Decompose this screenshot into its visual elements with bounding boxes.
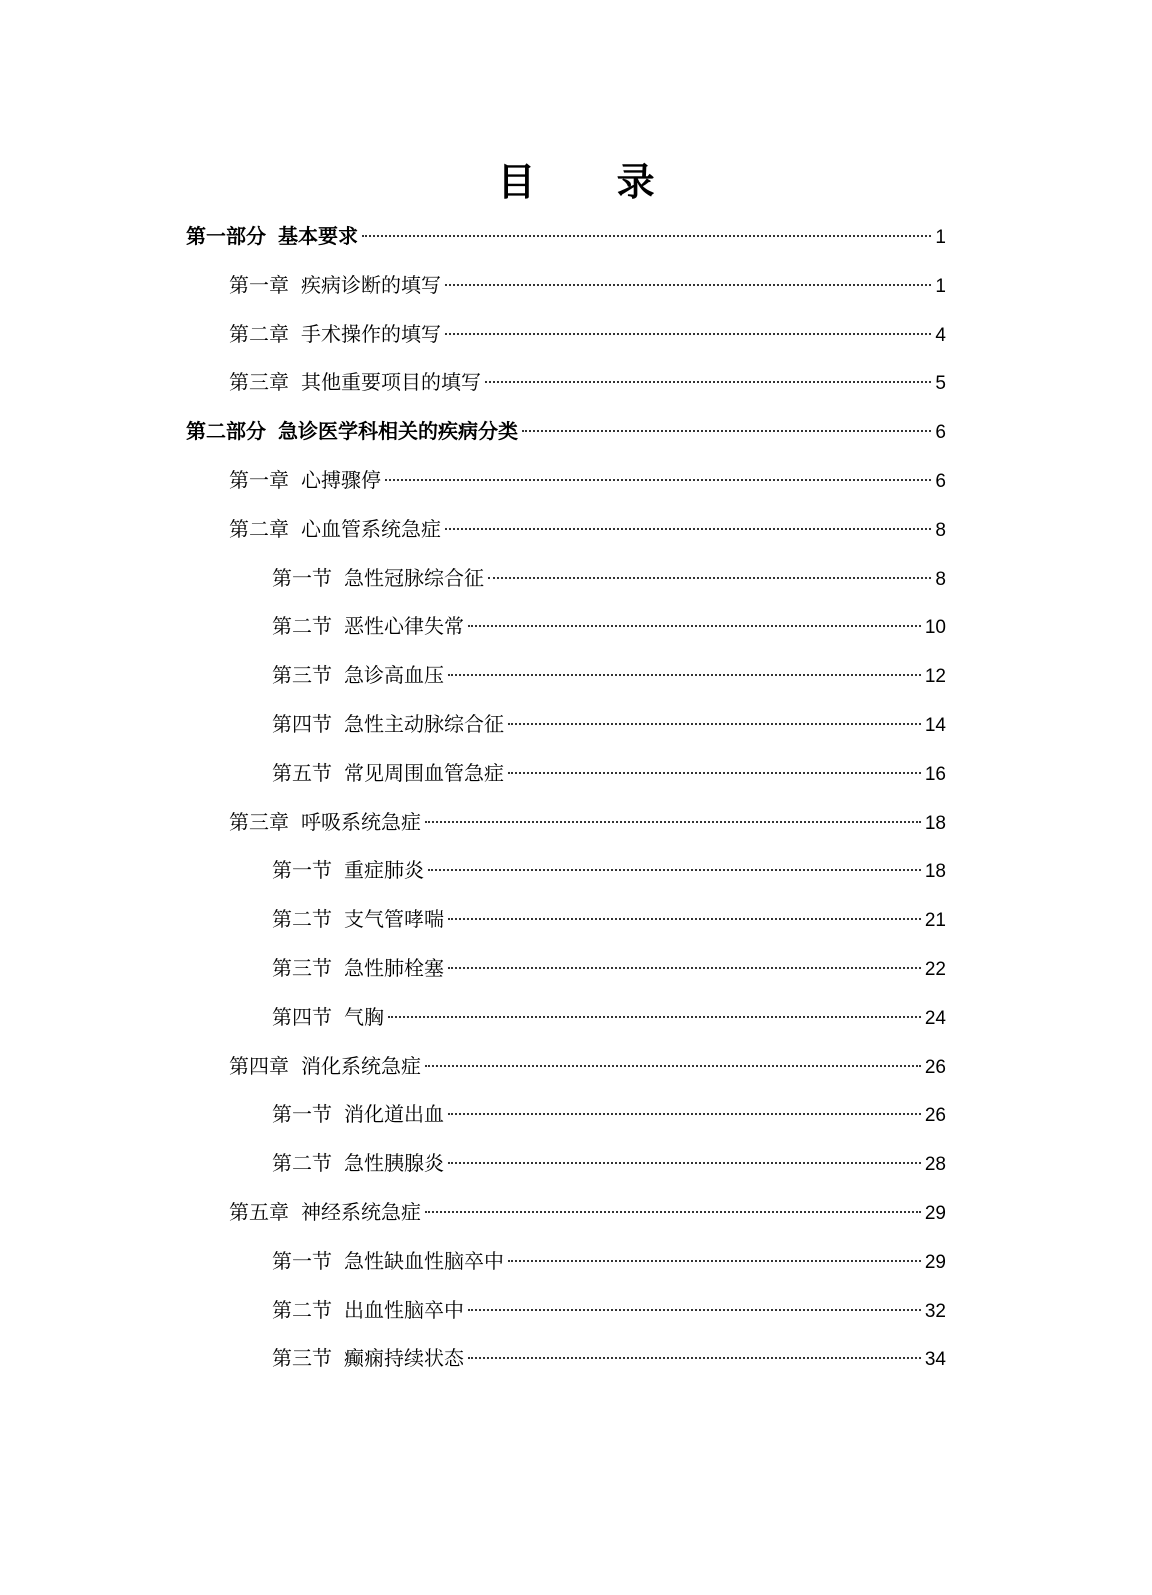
toc-entry-label (186, 216, 358, 256)
toc-page-number: 1 (935, 275, 946, 297)
toc-entry-label (229, 362, 481, 402)
toc-entry-number: 第四节 (272, 1004, 332, 1029)
toc-entry-number: 第二节 (272, 907, 332, 932)
toc-entry-number: 第三章 (229, 809, 289, 834)
toc-page-number: 8 (935, 568, 946, 590)
toc-entry-text: 急性肺栓塞 (344, 956, 444, 980)
toc-entry-label (272, 1338, 464, 1378)
toc-entry-text: 气胸 (344, 1004, 384, 1029)
toc-page-number: 10 (924, 617, 946, 639)
toc-entry-label (229, 509, 441, 549)
toc-page-number: 34 (924, 1349, 946, 1371)
toc-page-number: 16 (924, 763, 946, 785)
toc-entry-section[interactable] (272, 1241, 946, 1281)
toc-dot-leader (508, 1260, 921, 1262)
toc-page-number: 26 (924, 1056, 946, 1078)
toc-entry-text: 心血管系统急症 (301, 516, 441, 541)
toc-entry-number: 第二部分 (186, 419, 266, 444)
toc-entry-number: 第一章 (229, 272, 289, 297)
toc-entry-text: 神经系统急症 (301, 1200, 421, 1224)
toc-entry-text: 重症肺炎 (344, 858, 424, 883)
toc-entry-label (229, 460, 381, 500)
toc-entry-section[interactable] (272, 948, 946, 988)
toc-dot-leader (425, 821, 921, 823)
toc-entry-text: 恶性心律失常 (344, 614, 464, 639)
toc-dot-leader (448, 967, 921, 969)
toc-page-number: 18 (924, 861, 946, 883)
toc-entry-label (272, 1241, 504, 1281)
toc-dot-leader (425, 1065, 921, 1067)
toc-entry-label (272, 948, 444, 988)
toc-entry-section[interactable] (272, 997, 946, 1037)
toc-page-number: 28 (924, 1154, 946, 1176)
toc-entry-text: 疾病诊断的填写 (301, 272, 441, 297)
toc-entry-chapter[interactable] (229, 1046, 946, 1086)
toc-entry-number: 第一节 (272, 1102, 332, 1127)
toc-entry-number: 第二章 (229, 516, 289, 541)
toc-dot-leader (448, 674, 921, 676)
toc-entry-label (272, 1094, 444, 1134)
toc-page-number: 32 (924, 1300, 946, 1322)
toc-dot-leader (508, 772, 921, 774)
toc-dot-leader (488, 577, 931, 579)
toc-dot-leader (445, 528, 931, 530)
toc-dot-leader (522, 430, 931, 432)
toc-entry-label (272, 558, 484, 598)
toc-entry-number: 第一部分 (186, 224, 266, 248)
toc-entry-label (272, 997, 384, 1037)
toc-entry-label (272, 899, 444, 939)
toc-dot-leader (425, 1211, 921, 1213)
toc-entry-chapter[interactable] (229, 1192, 946, 1232)
toc-entry-section[interactable] (272, 899, 946, 939)
toc-page-number: 26 (924, 1105, 946, 1127)
toc-entry-label (272, 704, 504, 744)
toc-entry-section[interactable] (272, 1338, 946, 1378)
toc-entry-text: 急性缺血性脑卒中 (344, 1248, 504, 1273)
page-title: 目 录 (497, 160, 689, 204)
toc-dot-leader (485, 381, 931, 383)
toc-entry-label (272, 1143, 444, 1183)
toc-entry-label (229, 802, 421, 842)
toc-entry-section[interactable] (272, 704, 946, 744)
toc-entry-text: 急性冠脉综合征 (344, 565, 484, 590)
toc-entry-section[interactable] (272, 655, 946, 695)
toc-page-number: 6 (935, 471, 946, 492)
toc-entry-label (272, 655, 444, 695)
toc-entry-text: 急性主动脉综合征 (344, 712, 504, 736)
toc-entry-chapter[interactable] (229, 802, 946, 842)
toc-dot-leader (468, 1309, 921, 1311)
toc-entry-number: 第二章 (229, 321, 289, 346)
toc-entry-text: 急诊医学科相关的疾病分类 (278, 419, 518, 444)
toc-entry-text: 急性胰腺炎 (344, 1151, 444, 1176)
toc-entry-section[interactable] (272, 1094, 946, 1134)
toc-entry-number: 第三章 (229, 370, 289, 395)
toc-entry-text: 心搏骤停 (301, 468, 381, 492)
toc-entry-section[interactable] (272, 753, 946, 793)
toc-dot-leader (428, 869, 921, 871)
toc-dot-leader (385, 479, 931, 481)
toc-entry-number: 第二节 (272, 1297, 332, 1322)
toc-entry-text: 支气管哮喘 (344, 907, 444, 932)
toc-entry-label (272, 850, 424, 890)
toc-page-number: 14 (924, 715, 946, 736)
toc-entry-text: 癫痫持续状态 (344, 1346, 464, 1371)
toc-dot-leader (445, 284, 931, 286)
toc-entry-number: 第二节 (272, 614, 332, 639)
toc-page-number: 4 (935, 324, 946, 346)
toc-dot-leader (448, 1113, 921, 1115)
toc-entry-text: 其他重要项目的填写 (301, 370, 481, 395)
toc-entry-text: 急诊高血压 (344, 663, 444, 688)
toc-page-number: 29 (924, 1203, 946, 1224)
toc-dot-leader (468, 1357, 921, 1359)
toc-entry-label (229, 1046, 421, 1086)
toc-entry-number: 第三节 (272, 663, 332, 688)
toc-entry-number: 第一节 (272, 1248, 332, 1273)
toc-dot-leader (448, 1162, 921, 1164)
toc-entry-number: 第五章 (229, 1200, 289, 1224)
toc-entry-text: 呼吸系统急症 (301, 809, 421, 834)
toc-entry-label (272, 1290, 464, 1330)
toc-entry-number: 第一章 (229, 468, 289, 492)
toc-dot-leader (448, 918, 921, 920)
toc-entry-text: 消化道出血 (344, 1102, 444, 1127)
toc-entry-part[interactable] (186, 216, 946, 256)
toc-entry-section[interactable] (272, 1290, 946, 1330)
toc-entry-number: 第一节 (272, 858, 332, 883)
toc-entry-number: 第二节 (272, 1151, 332, 1176)
toc-dot-leader (362, 235, 931, 237)
toc-entry-label (272, 606, 464, 646)
toc-entry-number: 第四节 (272, 712, 332, 736)
toc-page-number: 1 (935, 227, 946, 248)
toc-entry-chapter[interactable] (229, 265, 946, 305)
toc-entry-section[interactable] (272, 1143, 946, 1183)
toc-entry-text: 常见周围血管急症 (344, 760, 504, 785)
toc-page-number: 29 (924, 1251, 946, 1273)
toc-entry-text: 消化系统急症 (301, 1053, 421, 1078)
toc-page-number: 22 (924, 959, 946, 980)
toc-page-number: 5 (935, 373, 946, 395)
toc-dot-leader (468, 625, 921, 627)
toc-page-number: 24 (924, 1007, 946, 1029)
toc-page-number: 6 (935, 422, 946, 444)
toc-page-number: 12 (924, 666, 946, 688)
toc-entry-section[interactable] (272, 850, 946, 890)
toc-entry-section[interactable] (272, 558, 946, 598)
toc-page-number: 8 (935, 519, 946, 541)
toc-entry-label (186, 411, 518, 451)
toc-page-number: 18 (924, 812, 946, 834)
toc-entry-text: 基本要求 (278, 224, 358, 248)
toc-dot-leader (508, 723, 921, 725)
toc-entry-label (229, 1192, 421, 1232)
toc-dot-leader (388, 1016, 921, 1018)
toc-dot-leader (445, 333, 931, 335)
toc-entry-number: 第四章 (229, 1053, 289, 1078)
toc-entry-number: 第三节 (272, 1346, 332, 1371)
toc-entry-number: 第一节 (272, 565, 332, 590)
toc-entry-label (229, 314, 441, 354)
toc-entry-label (272, 753, 504, 793)
toc-entry-section[interactable] (272, 606, 946, 646)
toc-entry-number: 第五节 (272, 760, 332, 785)
toc-entry-text: 出血性脑卒中 (344, 1297, 464, 1322)
toc-entry-chapter[interactable] (229, 509, 946, 549)
toc-entry-chapter[interactable] (229, 314, 946, 354)
toc-entry-part[interactable] (186, 411, 946, 451)
toc-entry-label (229, 265, 441, 305)
toc-entry-chapter[interactable] (229, 362, 946, 402)
toc-entry-text: 手术操作的填写 (301, 321, 441, 346)
toc-page-number: 21 (924, 910, 946, 932)
toc-entry-chapter[interactable] (229, 460, 946, 500)
toc-entry-number: 第三节 (272, 956, 332, 980)
